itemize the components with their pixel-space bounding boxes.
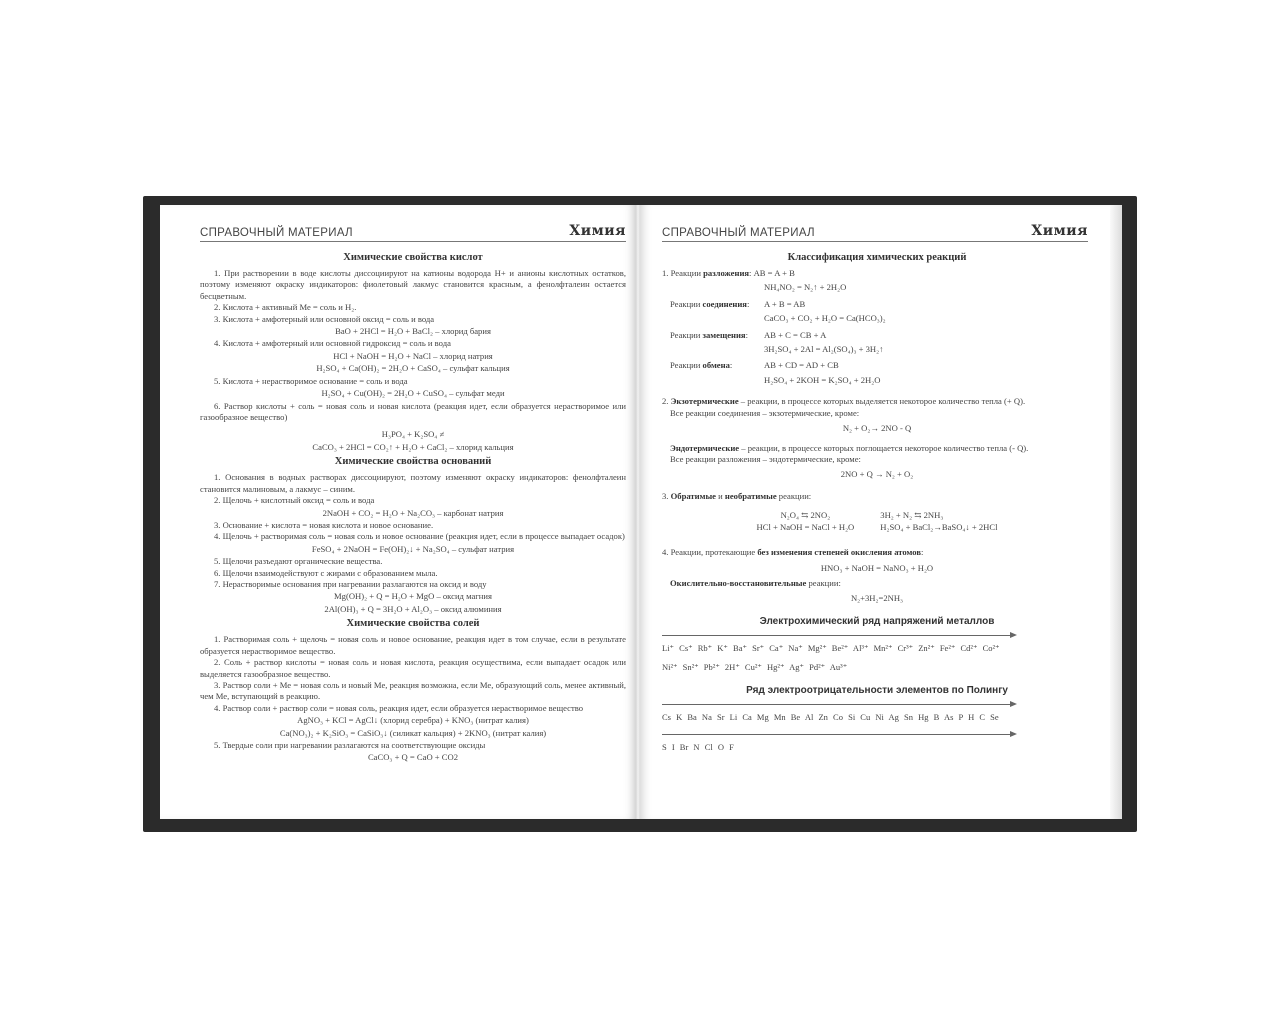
exchange-example: H₂SO₄ + 2KOH = K₂SO₄ + 2H₂O [764,374,881,385]
equation: FeSO₄ + 2NaOH = Fe(OH)₂↓ + Na₂SO₄ – сульфат натрия [311,543,515,554]
header-subject: Химия [569,223,626,239]
equation: HCl + NaOH = NaCl + H₂O [756,521,855,532]
reversible-heading: 3. Обратимые и необратимые реакции: [662,490,812,501]
reaction-scheme: AB + CD = AD + CB [764,360,839,371]
redox-equation: N₂+3H₂=2NH₃ [850,593,904,604]
electronegativity-row: S I Br N Cl O F [662,742,734,753]
redox-heading: Окислительно-восстановительные реакции: [670,577,841,588]
combination-reaction [662,299,1092,310]
series-arrow [662,701,1017,709]
electronegativity-title: Ряд электроотрицательности элементов по Полингу [746,684,1008,696]
right-page-content [662,249,1092,762]
equation: ВаО + 2HCl = H₂O + BaCl₂ – хлорид бария [335,326,491,337]
substitution-reaction [662,330,1092,341]
paragraph: 7. Нерастворимые основания при нагревании разлагаются на оксид и воду [214,579,487,590]
header-label: СПРАВОЧНЫЙ МАТЕРИАЛ [662,227,815,239]
section-title: Химические свойства оснований [334,456,492,468]
reaction-scheme: AB + C = CB + A [764,329,827,340]
equation: 2NaOH + CO₂ = H₂O + Na₂CO₃ – карбонат натрия [322,507,504,518]
equation: HCl + NaOH = H₂O + NaCl – хлорид натрия [333,350,493,361]
series-arrow [662,731,1017,739]
reaction-type-label: Реакции замещения: [670,329,748,340]
equation: AgNO₃ + KCl = AgCl↓ (хлорид серебра) + KNO₃ (нитрат калия) [297,715,529,726]
header-subject: Химия [1031,223,1088,239]
section-title: Химические свойства солей [346,618,480,630]
equation: H₂SO₄ + Ca(OH)₂ = 2H₂O + CaSO₄ – сульфат кальция [316,363,510,374]
series-arrow [662,632,1017,640]
left-page-header [200,220,626,242]
paragraph: 3. Кислота + амфотерный или основной оксид = соль и вода [214,313,435,324]
reversible-column-right [880,510,997,533]
endothermic-note: Все реакции разложения – эндотермические, кроме: [670,454,861,465]
decomposition-reaction [662,268,1092,279]
exothermic-note: Все реакции соединения – экзотермические, кроме: [670,407,860,418]
equation: H₃PO₄ + K₂SO₄ ≠ [381,429,445,440]
metal-series-title: Электрохимический ряд напряжений металлов [759,615,995,627]
exothermic-definition: 2. Экзотермические – реакции, в процессе которых выделяется некоторое количество тепла (+ Q). [662,396,1026,407]
equation: 2Al(OH)₃ + Q = 3H₂O + Al₂O₃ – оксид алюминия [324,603,502,614]
left-page [160,205,636,819]
endothermic-definition: Эндотермические – реакции, в процессе которых поглощается некоторое количество тепла (- Q). [670,442,1029,453]
reversible-column-left [757,510,855,533]
equation: 3H₂ + N₂ ⇆ 2NH₃ [880,510,944,521]
paragraph: 4. Щелочь + растворимая соль = новая соль и новое основание (реакция идет, если в процессе выпадает осадок) [214,531,625,542]
spacer [200,423,626,428]
oxidation-equation: HNO₃ + NaOH = NaNO₃ + H₂O [820,562,934,573]
paragraph: 2. Кислота + активный Ме = соль и Н₂. [214,302,357,313]
paragraph: 3. Раствор соли + Ме = новая соль и новый Ме, реакция возможна, если Ме, образующий соль, менее активный, чем Ме, вступающий в реакцию. [200,679,626,702]
page-edge [1108,205,1122,819]
electronegativity-row: Cs K Ba Na Sr Li Ca Mg Mn Be Al Zn Co Si Cu Ni Ag Sn Hg B As P H C Se [662,712,999,722]
equation: N₂O₄ ⇆ 2NO₂ [780,510,831,521]
substitution-example: 3H₂SO₄ + 2Al = Al₂(SO₄)₃ + 3H₂↑ [764,344,884,355]
paragraph: 1. Растворимая соль + щелочь = новая соль и новое основание, реакция идет в том случае, если в результате образуется нерастворимое вещество. [200,634,626,656]
equation: Ca(NO₃)₂ + K₂SiO₃ = CaSiO₃↓ (силикат кальция) + 2KNO₃ (нитрат калия) [279,727,547,738]
paragraph: 1. При растворении в воде кислоты диссоциируют на катионы водорода Н+ и анионы кислотных остатков, поэтому изменяют окраску индикаторов: фиолетовый лакмус становится красным, а фенолфталеин остается бесцветным. [200,267,626,301]
paragraph: 5. Щелочи разъедают органические вещества. [214,556,383,567]
endothermic-equation: 2NO + Q → N₂ + O₂ [840,469,914,480]
right-page-header [662,220,1088,242]
section-title: Химические свойства кислот [343,252,483,263]
equation: Mg(OH)₂ + Q = H₂O + MgO – оксид магния [334,591,492,602]
exchange-reaction [662,360,1092,371]
decomposition-example: NH₄NO₂ = N₂↑ + 2H₂O [764,282,847,293]
left-page-content [200,249,626,765]
paragraph: 2. Щелочь + кислотный оксид = соль и вода [214,495,375,506]
paragraph: 6. Раствор кислоты + соль = новая соль и новая кислота (реакция идет, если образуется нерастворимое или газообразное вещество) [200,400,626,423]
reversible-equations [662,510,1092,533]
right-page [640,205,1110,819]
reaction-scheme: A + B = AB [764,298,806,309]
exothermic-equation: N₂ + O₂→ 2NO - Q [842,423,912,434]
equation: CaCO₃ + Q = CaO + CO2 [367,752,459,763]
paragraph: 5. Твердые соли при нагревании разлагаются на соответствующие оксиды [214,740,486,751]
oxidation-heading: 4. Реакции, протекающие без изменения степеней окисления атомов: [662,547,924,558]
equation: H₂SO₄ + Cu(OH)₂ = 2H₂O + CuSO₄ – сульфат меди [321,388,505,399]
combination-example: CaCO₃ + CO₂ + H₂O = Ca(HCO₃)₂ [764,313,886,324]
classification-title: Классификация химических реакций [787,252,967,263]
reaction-type-label: 1. Реакции разложения: AB = A + B [662,267,795,278]
reaction-type-label: Реакции обмена: [670,360,733,371]
paragraph: 2. Соль + раствор кислоты = новая соль и новая кислота, реакция осуществима, если выпадает осадок или выделяется газообразное вещество. [200,657,626,679]
metal-series-row: Li⁺ Cs⁺ Rb⁺ K⁺ Ba⁺ Sr⁺ Ca⁺ Na⁺ Mg²⁺ Be²⁺ Al³⁺ Mn²⁺ Cr³⁺ Zn²⁺ Fe²⁺ Cd²⁺ Co²⁺ [662,643,1000,654]
equation: CaCO₃ + 2HCl = CO₂↑ + H₂O + CaCl₂ – хлорид кальция [312,441,514,452]
paragraph: 4. Раствор соли + раствор соли = новая соль, реакция идет, если образуется нерастворимое вещество [214,702,584,713]
metal-series-row: Ni²⁺ Sn²⁺ Pb²⁺ 2H⁺ Cu²⁺ Hg²⁺ Ag⁺ Pd²⁺ Au³⁺ [662,662,848,673]
paragraph: 4. Кислота + амфотерный или основной гидроксид = соль и вода [214,338,451,349]
header-label: СПРАВОЧНЫЙ МАТЕРИАЛ [200,227,353,239]
paragraph: 3. Основание + кислота = новая кислота и новое основание. [214,519,434,530]
paragraph: 1. Основания в водных растворах диссоциируют, поэтому изменяют окраску индикаторов: фенолфталеин становится малиновым, а лакмус – синим. [200,472,626,494]
equation: H₂SO₄ + BaCl₂→BaSO₄↓ + 2HCl [880,521,998,532]
paragraph: 5. Кислота + нерастворимое основание = соль и вода [214,375,408,386]
paragraph: 6. Щелочи взаимодействуют с жирами с образованием мыла. [214,567,438,578]
reaction-type-label: Реакции соединения: [670,298,750,309]
